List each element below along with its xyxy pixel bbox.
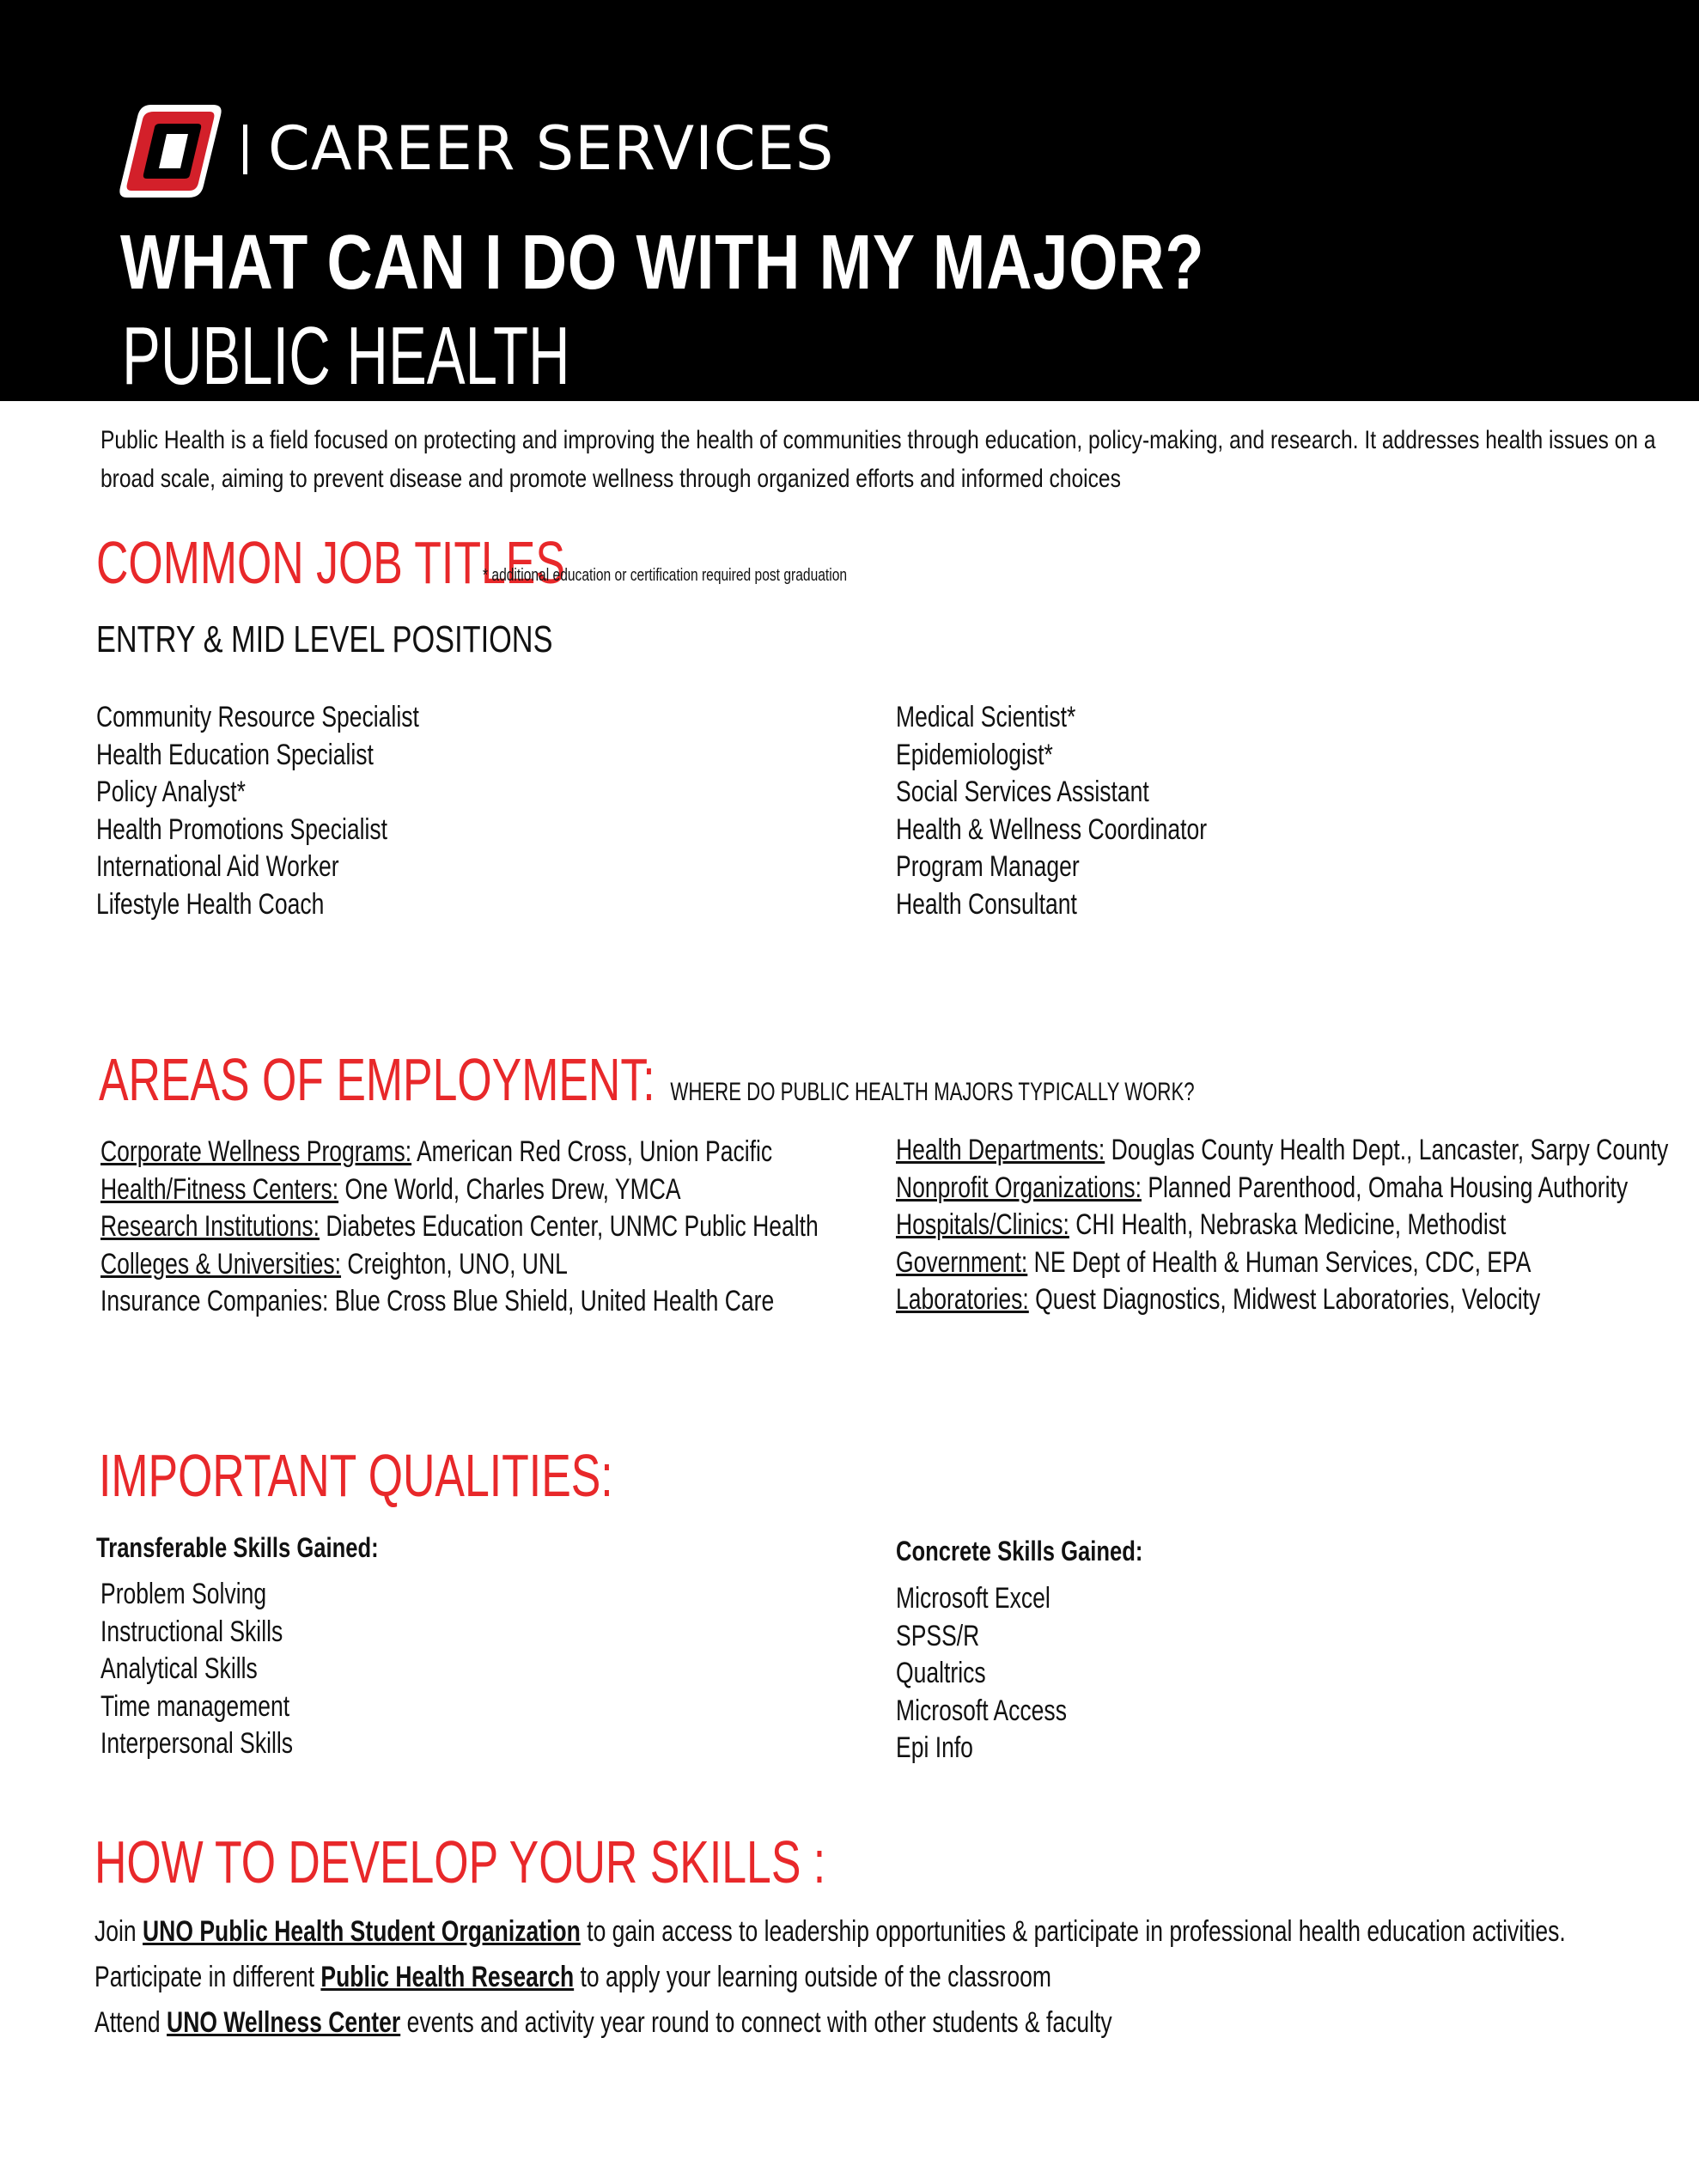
employment-item — [100, 1208, 819, 1246]
student-org-link[interactable]: UNO Public Health Student Organization — [143, 1915, 581, 1948]
concrete-skill-item: Qualtrics — [896, 1657, 986, 1689]
job-title-item: Policy Analyst* — [96, 776, 246, 808]
header-banner — [0, 0, 1699, 401]
uno-logo-icon — [117, 101, 224, 201]
entry-mid-subheading: ENTRY & MID LEVEL POSITIONS — [96, 618, 553, 660]
job-title-item: Community Resource Specialist — [96, 701, 419, 733]
concrete-skill-item: Microsoft Access — [896, 1694, 1067, 1727]
job-titles-note: * additional education or certification required post graduation — [483, 566, 848, 585]
employment-item — [896, 1244, 1668, 1282]
job-titles-right-list — [896, 699, 1207, 923]
employment-category: Hospitals/Clinics: — [896, 1208, 1069, 1241]
job-title-item: Health Promotions Specialist — [96, 812, 388, 846]
job-title-item: Program Manager — [896, 850, 1080, 883]
employment-item — [100, 1134, 819, 1171]
employment-examples: Quest Diagnostics, Midwest Laboratories, Velocity — [1028, 1283, 1541, 1316]
wellness-center-link[interactable]: UNO Wellness Center — [167, 2006, 401, 2039]
employment-examples: NE Dept of Health & Human Services, CDC, EPA — [1027, 1245, 1532, 1279]
employment-category: Insurance Companies: — [100, 1285, 329, 1317]
transferable-skill-item: Time management — [100, 1689, 290, 1723]
employment-examples: Blue Cross Blue Shield, United Health Care — [328, 1285, 775, 1317]
employment-category: Health Departments: — [896, 1134, 1105, 1166]
job-title-item: Epidemiologist* — [896, 738, 1053, 771]
job-title-item: Health Consultant — [896, 887, 1077, 921]
employment-examples: Planned Parenthood, Omaha Housing Authority — [1141, 1171, 1629, 1204]
employment-item — [896, 1132, 1668, 1170]
major-title: PUBLIC HEALTH — [122, 310, 570, 402]
job-titles-left-list — [96, 699, 419, 923]
job-title-item: Health & Wellness Coordinator — [896, 812, 1208, 846]
develop-heading: HOW TO DEVELOP YOUR SKILLS : — [94, 1828, 826, 1895]
develop-line-1-pre: Join — [94, 1915, 143, 1948]
employment-item — [100, 1246, 819, 1284]
job-title-item: Lifestyle Health Coach — [96, 887, 325, 921]
employment-category: Research Institutions: — [100, 1210, 320, 1243]
employment-item — [896, 1281, 1668, 1319]
transferable-skills-list — [100, 1576, 293, 1763]
employment-category: Nonprofit Organizations: — [896, 1171, 1142, 1204]
employment-category: Colleges & Universities: — [100, 1247, 342, 1281]
job-title-item: Medical Scientist* — [896, 701, 1076, 733]
employment-examples: American Red Cross, Union Pacific — [411, 1135, 773, 1168]
develop-line-3 — [94, 2006, 1112, 2040]
develop-line-2-post: to apply your learning outside of the classroom — [574, 1961, 1051, 1993]
job-titles-heading: COMMON JOB TITLES — [96, 529, 565, 596]
transferable-skill-item: Instructional Skills — [100, 1615, 283, 1648]
transferable-heading: Transferable Skills Gained: — [96, 1532, 379, 1563]
employment-heading — [99, 1045, 1195, 1114]
employment-examples: One World, Charles Drew, YMCA — [338, 1172, 681, 1206]
public-health-research-link[interactable]: Public Health Research — [320, 1961, 575, 1993]
intro-paragraph: Public Health is a field focused on protecting and improving the health of communities through education, policy-making, and research. It addresses health issues on a broad scale, aiming to prevent disease and promote wellness through organized efforts and informed choices — [100, 426, 1656, 493]
job-title-item: Health Education Specialist — [96, 738, 374, 771]
employment-examples: Douglas County Health Dept., Lancaster, Sarpy County — [1105, 1134, 1669, 1166]
employment-item — [896, 1170, 1668, 1208]
transferable-skill-item: Problem Solving — [100, 1578, 267, 1610]
employment-item — [896, 1207, 1668, 1244]
job-title-item: Social Services Assistant — [896, 776, 1149, 808]
develop-line-1-post: to gain access to leadership opportunities & participate in professional health education activities. — [580, 1915, 1566, 1948]
concrete-skill-item: SPSS/R — [896, 1619, 980, 1652]
employment-subheading: WHERE DO PUBLIC HEALTH MAJORS TYPICALLY WORK? — [670, 1078, 1195, 1106]
page-title: WHAT CAN I DO WITH MY MAJOR? — [120, 220, 1205, 306]
develop-line-1 — [94, 1915, 1566, 1949]
employment-heading-text: AREAS OF EMPLOYMENT: — [99, 1046, 655, 1113]
employment-left-list — [100, 1134, 819, 1321]
qualities-heading: IMPORTANT QUALITIES: — [99, 1442, 613, 1509]
develop-line-2-pre: Participate in different — [94, 1961, 321, 1993]
employment-category: Government: — [896, 1245, 1028, 1279]
concrete-heading: Concrete Skills Gained: — [896, 1536, 1143, 1567]
concrete-skills-list — [896, 1580, 1067, 1767]
employment-category: Health/Fitness Centers: — [100, 1172, 339, 1206]
develop-line-3-pre: Attend — [94, 2006, 167, 2039]
employment-examples: Diabetes Education Center, UNMC Public Health — [320, 1210, 819, 1243]
develop-line-3-post: events and activity year round to connect with other students & faculty — [400, 2006, 1112, 2039]
brand-name: CAREER SERVICES — [268, 113, 835, 184]
employment-right-list — [896, 1132, 1668, 1319]
job-title-item: International Aid Worker — [96, 850, 339, 883]
employment-item — [100, 1171, 819, 1209]
brand-divider — [243, 125, 247, 174]
employment-examples: CHI Health, Nebraska Medicine, Methodist — [1069, 1208, 1507, 1241]
concrete-skill-item: Microsoft Excel — [896, 1582, 1050, 1615]
develop-line-2 — [94, 1961, 1051, 1994]
transferable-skill-item: Interpersonal Skills — [100, 1727, 294, 1760]
employment-item — [100, 1283, 819, 1321]
employment-category: Laboratories: — [896, 1283, 1029, 1316]
transferable-skill-item: Analytical Skills — [100, 1652, 258, 1685]
employment-category: Corporate Wellness Programs: — [100, 1135, 412, 1168]
concrete-skill-item: Epi Info — [896, 1731, 973, 1764]
employment-examples: Creighton, UNO, UNL — [341, 1247, 568, 1281]
